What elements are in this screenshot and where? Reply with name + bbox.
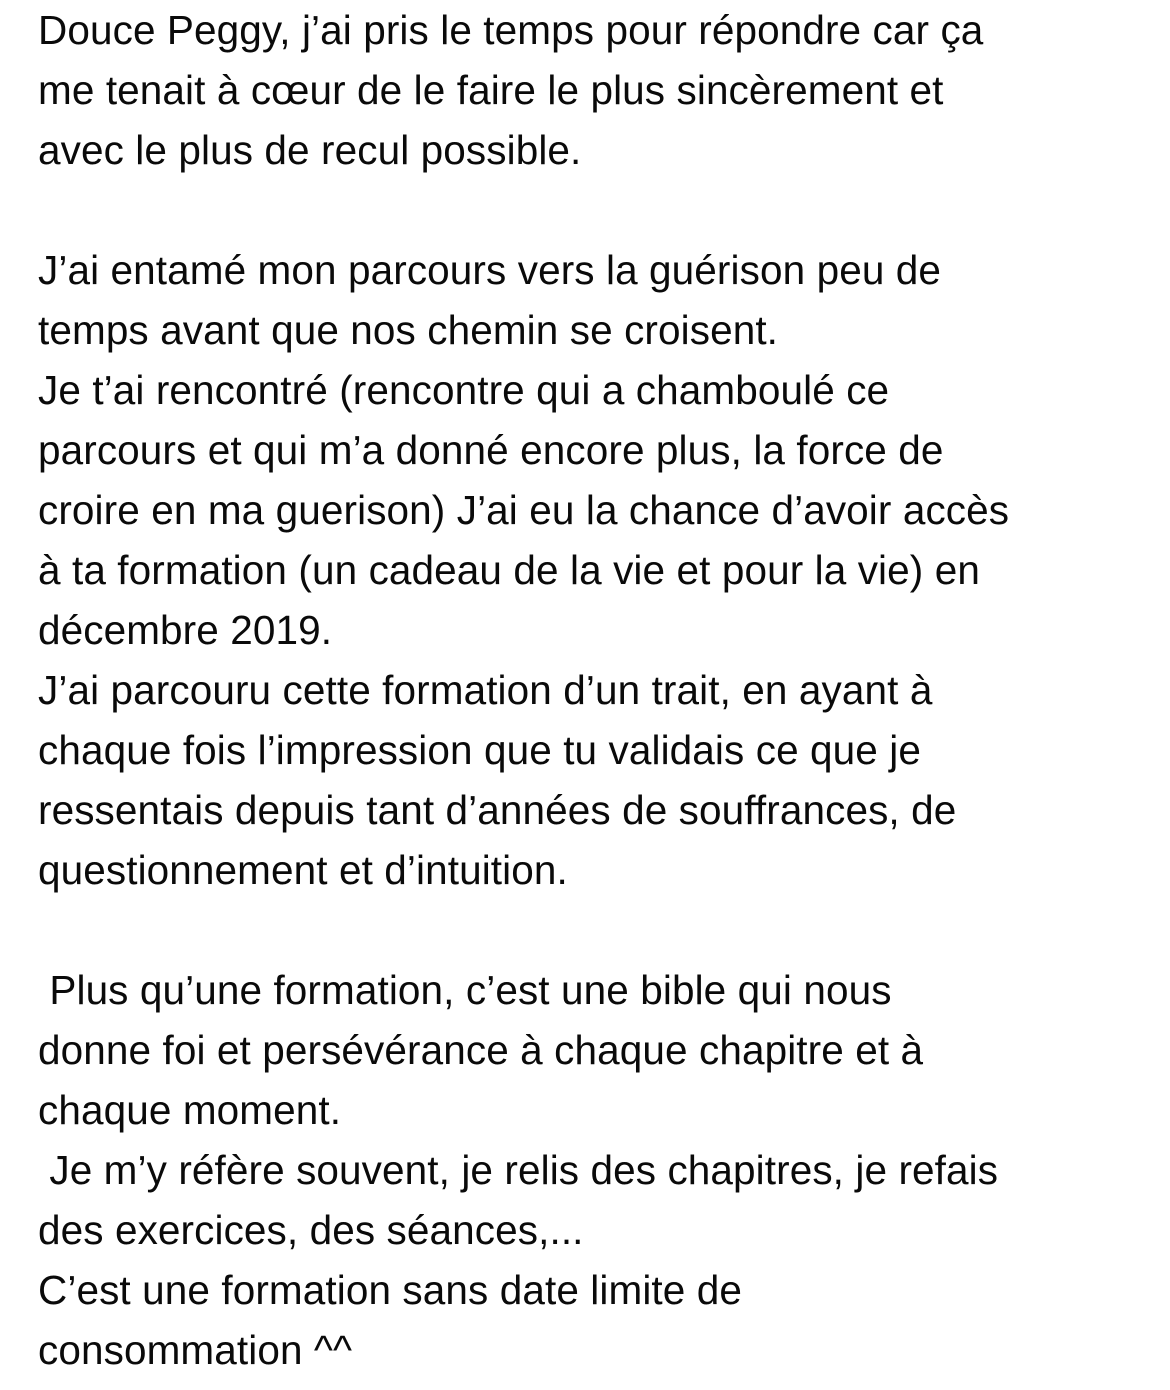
note-line: croire en ma guerison) J’ai eu la chance d’avoir accès: [38, 487, 1010, 533]
note-text-body: [38, 0, 1163, 1380]
note-line: consommation ^^: [38, 1327, 353, 1373]
note-line: ressentais depuis tant d’années de souffrances, de: [38, 787, 957, 833]
note-line: temps avant que nos chemin se croisent.: [38, 307, 779, 353]
blank-line: [38, 180, 1163, 240]
note-line: Plus qu’une formation, c’est une bible qui nous: [38, 967, 892, 1013]
note-line: questionnement et d’intuition.: [38, 847, 568, 893]
note-line: avec le plus de recul possible.: [38, 127, 582, 173]
note-line: à ta formation (un cadeau de la vie et pour la vie) en: [38, 547, 980, 593]
note-line: C’est une formation sans date limite de: [38, 1267, 743, 1313]
note-line: J’ai entamé mon parcours vers la guérison peu de: [38, 247, 942, 293]
note-line: me tenait à cœur de le faire le plus sincèrement et: [38, 67, 944, 113]
note-line: chaque fois l’impression que tu validais ce que je: [38, 727, 922, 773]
note-line: Douce Peggy, j’ai pris le temps pour répondre car ça: [38, 7, 984, 53]
note-line: donne foi et persévérance à chaque chapitre et à: [38, 1027, 924, 1073]
note-line: chaque moment.: [38, 1087, 342, 1133]
note-line: parcours et qui m’a donné encore plus, la force de: [38, 427, 944, 473]
blank-line: [38, 900, 1163, 960]
note-line: Je m’y réfère souvent, je relis des chapitres, je refais: [38, 1147, 999, 1193]
note-line: Je t’ai rencontré (rencontre qui a chamboulé ce: [38, 367, 890, 413]
note-line: décembre 2019.: [38, 607, 333, 653]
note-line: J’ai parcouru cette formation d’un trait, en ayant à: [38, 667, 933, 713]
note-line: des exercices, des séances,...: [38, 1207, 584, 1253]
